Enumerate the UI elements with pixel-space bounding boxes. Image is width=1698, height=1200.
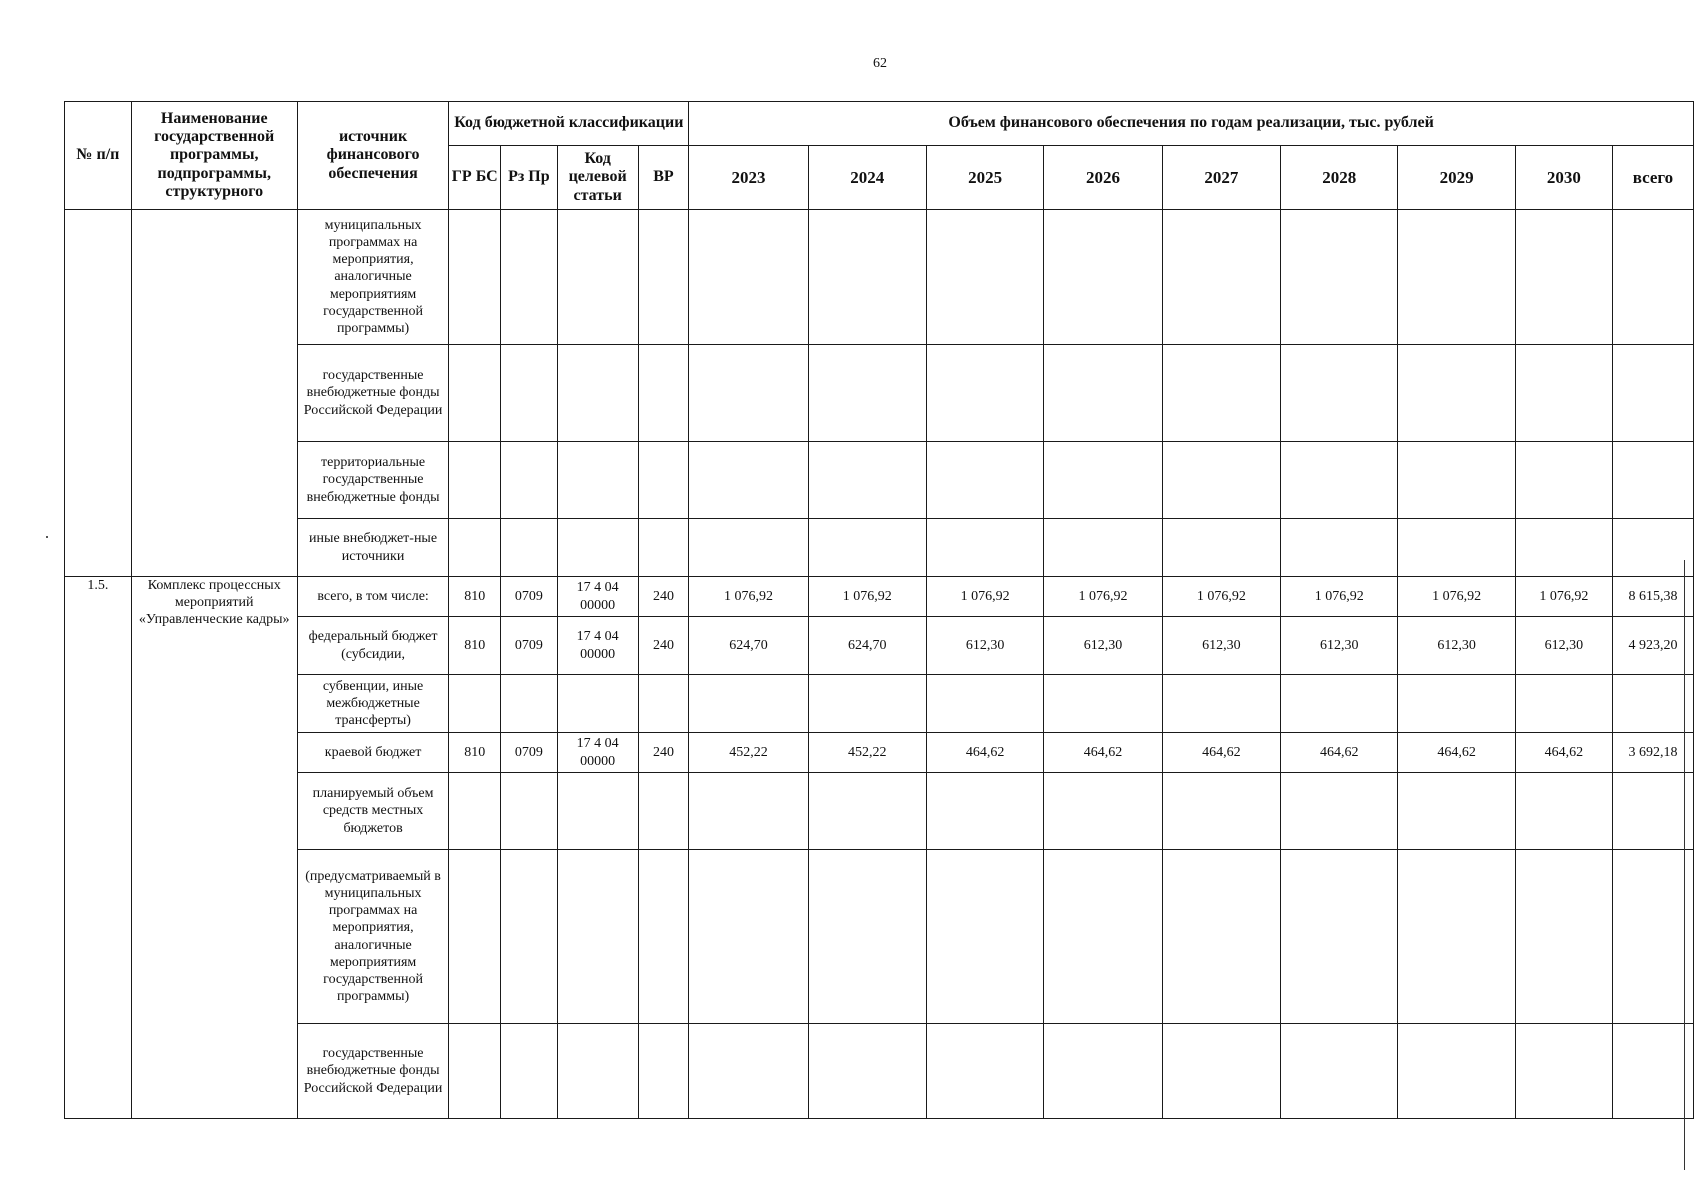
row-num [65,210,132,577]
grbs-cell [449,1024,501,1119]
value-cell-2026 [1044,850,1162,1024]
rzpr-cell [501,442,558,519]
value-cell-2024: 452,22 [808,733,926,773]
grbs-cell [449,773,501,850]
value-cell-2024 [808,442,926,519]
value-cell-2028: 1 076,92 [1281,577,1398,617]
value-cell-2029 [1398,442,1515,519]
total-cell [1612,773,1693,850]
kcs-cell [557,442,638,519]
value-cell-2030 [1515,850,1612,1024]
value-cell-2026 [1044,345,1162,442]
total-cell [1612,345,1693,442]
header-grbs: ГР БС [449,146,501,210]
value-cell-2025 [926,850,1043,1024]
value-cell-2028 [1281,345,1398,442]
source-cell: государственные внебюджетные фонды Российской Федерации [297,345,449,442]
value-cell-2023 [689,675,808,733]
value-cell-2025: 612,30 [926,617,1043,675]
value-cell-2027: 464,62 [1162,733,1280,773]
header-year-2025: 2025 [926,146,1043,210]
vr-cell [638,773,689,850]
vr-cell [638,675,689,733]
source-cell: иные внебюджет-ные источники [297,519,449,577]
vr-cell: 240 [638,577,689,617]
total-cell: 4 923,20 [1612,617,1693,675]
value-cell-2027 [1162,675,1280,733]
source-cell: планируемый объем средств местных бюджетов [297,773,449,850]
value-cell-2023 [689,773,808,850]
total-cell [1612,850,1693,1024]
value-cell-2026: 1 076,92 [1044,577,1162,617]
value-cell-2024 [808,519,926,577]
table-row [65,617,1694,675]
value-cell-2024 [808,210,926,345]
vr-cell [638,210,689,345]
value-cell-2026 [1044,442,1162,519]
grbs-cell: 810 [449,733,501,773]
kcs-cell: 17 4 04 00000 [557,577,638,617]
value-cell-2030 [1515,345,1612,442]
table-row [65,210,1694,345]
header-year-2024: 2024 [808,146,926,210]
value-cell-2029 [1398,1024,1515,1119]
rzpr-cell [501,210,558,345]
header-total: всего [1612,146,1693,210]
kcs-cell [557,345,638,442]
total-cell [1612,442,1693,519]
value-cell-2029 [1398,850,1515,1024]
value-cell-2024 [808,345,926,442]
value-cell-2023 [689,519,808,577]
value-cell-2025: 1 076,92 [926,577,1043,617]
source-cell: субвенции, иные межбюджетные трансферты) [297,675,449,733]
value-cell-2026: 464,62 [1044,733,1162,773]
header-year-2030: 2030 [1515,146,1612,210]
value-cell-2030: 612,30 [1515,617,1612,675]
value-cell-2023: 624,70 [689,617,808,675]
table-row [65,519,1694,577]
value-cell-2029: 612,30 [1398,617,1515,675]
value-cell-2028 [1281,442,1398,519]
value-cell-2025 [926,442,1043,519]
header-year-2027: 2027 [1162,146,1280,210]
value-cell-2028 [1281,850,1398,1024]
value-cell-2025 [926,345,1043,442]
value-cell-2028 [1281,1024,1398,1119]
header-year-2029: 2029 [1398,146,1515,210]
kcs-cell [557,519,638,577]
header-kcs: Код целевой статьи [557,146,638,210]
value-cell-2023 [689,210,808,345]
page-number: 62 [873,56,887,71]
value-cell-2029 [1398,519,1515,577]
budget-table [64,101,1694,1119]
header-years-title: Объем финансового обеспечения по годам реализации, тыс. рублей [689,102,1694,146]
value-cell-2028: 464,62 [1281,733,1398,773]
value-cell-2024: 1 076,92 [808,577,926,617]
kcs-cell [557,773,638,850]
value-cell-2029 [1398,773,1515,850]
header-year-2028: 2028 [1281,146,1398,210]
row-num: 1.5. [65,577,132,1119]
grbs-cell: 810 [449,577,501,617]
row-program [131,210,297,577]
kcs-cell: 17 4 04 00000 [557,617,638,675]
source-cell: краевой бюджет [297,733,449,773]
value-cell-2029: 1 076,92 [1398,577,1515,617]
value-cell-2027 [1162,345,1280,442]
table-row [65,850,1694,1024]
value-cell-2024 [808,1024,926,1119]
header-rzpr: Рз Пр [501,146,558,210]
grbs-cell [449,675,501,733]
value-cell-2026: 612,30 [1044,617,1162,675]
value-cell-2027 [1162,442,1280,519]
value-cell-2025 [926,773,1043,850]
source-cell: всего, в том числе: [297,577,449,617]
value-cell-2030: 464,62 [1515,733,1612,773]
rzpr-cell [501,1024,558,1119]
rzpr-cell: 0709 [501,617,558,675]
value-cell-2024 [808,850,926,1024]
rzpr-cell: 0709 [501,733,558,773]
value-cell-2030 [1515,1024,1612,1119]
row-program: Комплекс процессных мероприятий «Управленческие кадры» [131,577,297,1119]
vr-cell [638,442,689,519]
value-cell-2025: 464,62 [926,733,1043,773]
header-source: источник финансового обеспечения [297,102,449,210]
grbs-cell [449,442,501,519]
value-cell-2028: 612,30 [1281,617,1398,675]
value-cell-2023 [689,442,808,519]
value-cell-2029: 464,62 [1398,733,1515,773]
total-cell: 8 615,38 [1612,577,1693,617]
value-cell-2030 [1515,773,1612,850]
header-program: Наименование государственной программы, подпрограммы, структурного [131,102,297,210]
source-cell: муниципальных программах на мероприятия, аналогичные мероприятиям государственной программы) [297,210,449,345]
value-cell-2030: 1 076,92 [1515,577,1612,617]
value-cell-2027 [1162,210,1280,345]
table-row [65,1024,1694,1119]
table-row [65,675,1694,733]
value-cell-2026 [1044,210,1162,345]
rzpr-cell [501,773,558,850]
grbs-cell [449,850,501,1024]
rzpr-cell [501,850,558,1024]
rzpr-cell [501,675,558,733]
value-cell-2028 [1281,519,1398,577]
value-cell-2027 [1162,850,1280,1024]
value-cell-2025 [926,210,1043,345]
table-row [65,773,1694,850]
value-cell-2027 [1162,1024,1280,1119]
grbs-cell [449,345,501,442]
source-cell: (предусматриваемый в муниципальных программах на мероприятия, аналогичные мероприятиям государственной программы) [297,850,449,1024]
kcs-cell [557,1024,638,1119]
value-cell-2028 [1281,675,1398,733]
value-cell-2027: 1 076,92 [1162,577,1280,617]
value-cell-2029 [1398,210,1515,345]
header-year-2026: 2026 [1044,146,1162,210]
value-cell-2027 [1162,773,1280,850]
vr-cell [638,1024,689,1119]
scan-edge-line [1684,560,1685,1170]
kcs-cell: 17 4 04 00000 [557,733,638,773]
value-cell-2025 [926,675,1043,733]
kcs-cell [557,850,638,1024]
value-cell-2029 [1398,345,1515,442]
value-cell-2030 [1515,519,1612,577]
header-num: № п/п [65,102,132,210]
value-cell-2024: 624,70 [808,617,926,675]
total-cell: 3 692,18 [1612,733,1693,773]
table-row [65,577,1694,617]
value-cell-2026 [1044,1024,1162,1119]
vr-cell [638,345,689,442]
value-cell-2023 [689,345,808,442]
value-cell-2026 [1044,773,1162,850]
value-cell-2024 [808,675,926,733]
grbs-cell: 810 [449,617,501,675]
scan-dot [46,536,48,538]
value-cell-2028 [1281,773,1398,850]
value-cell-2025 [926,519,1043,577]
value-cell-2026 [1044,675,1162,733]
value-cell-2030 [1515,210,1612,345]
value-cell-2030 [1515,442,1612,519]
value-cell-2030 [1515,675,1612,733]
value-cell-2028 [1281,210,1398,345]
rzpr-cell [501,345,558,442]
value-cell-2023: 452,22 [689,733,808,773]
total-cell [1612,210,1693,345]
value-cell-2024 [808,773,926,850]
total-cell [1612,675,1693,733]
source-cell: федеральный бюджет (субсидии, [297,617,449,675]
kcs-cell [557,210,638,345]
rzpr-cell [501,519,558,577]
total-cell [1612,1024,1693,1119]
header-year-2023: 2023 [689,146,808,210]
value-cell-2023: 1 076,92 [689,577,808,617]
header-vr: ВР [638,146,689,210]
grbs-cell [449,519,501,577]
kcs-cell [557,675,638,733]
header-kbk: Код бюджетной классификации [449,102,689,146]
value-cell-2027 [1162,519,1280,577]
vr-cell [638,519,689,577]
vr-cell: 240 [638,617,689,675]
table-row [65,345,1694,442]
vr-cell: 240 [638,733,689,773]
value-cell-2026 [1044,519,1162,577]
grbs-cell [449,210,501,345]
value-cell-2029 [1398,675,1515,733]
total-cell [1612,519,1693,577]
source-cell: государственные внебюджетные фонды Российской Федерации [297,1024,449,1119]
vr-cell [638,850,689,1024]
table-row [65,733,1694,773]
table-row [65,442,1694,519]
value-cell-2025 [926,1024,1043,1119]
value-cell-2027: 612,30 [1162,617,1280,675]
rzpr-cell: 0709 [501,577,558,617]
value-cell-2023 [689,850,808,1024]
source-cell: территориальные государственные внебюджетные фонды [297,442,449,519]
value-cell-2023 [689,1024,808,1119]
